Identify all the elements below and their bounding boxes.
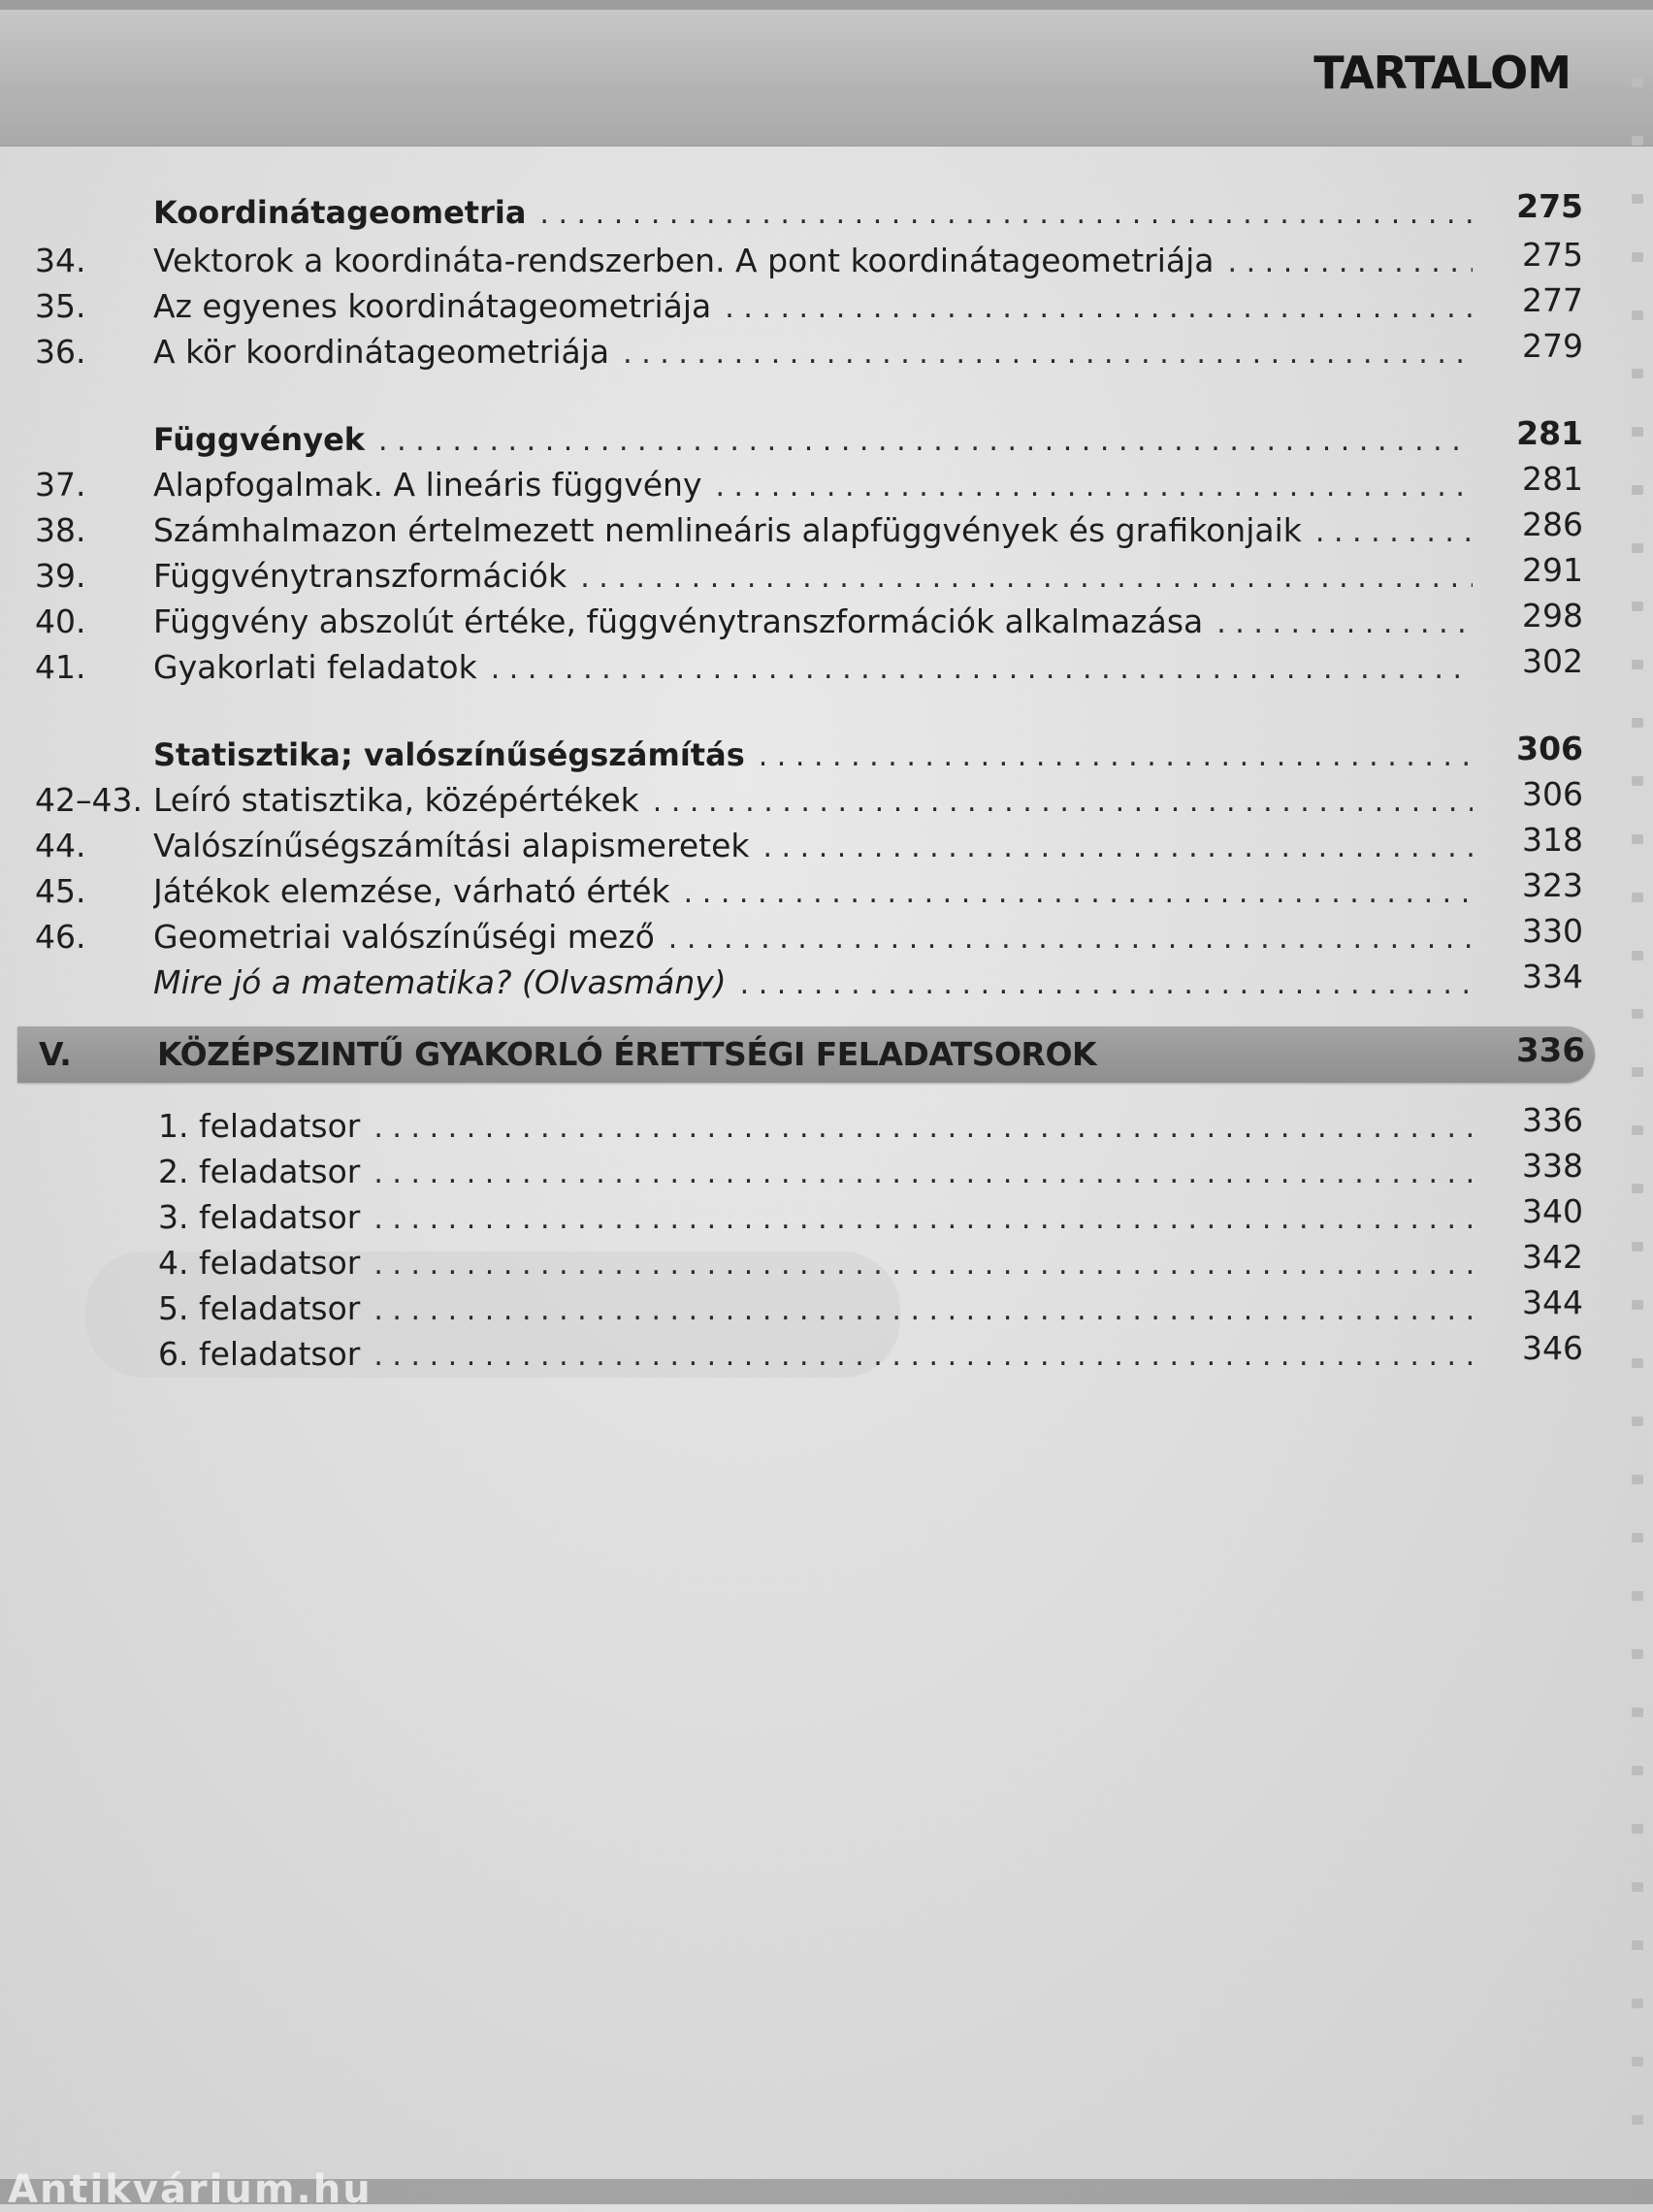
leader-dots: [1216, 602, 1473, 644]
toc-page-number: 318: [1522, 821, 1583, 859]
toc-entry-number: 40.: [35, 602, 86, 640]
toc-entry[interactable]: [0, 327, 1653, 374]
toc-section-title: Statisztika; valószínűségszámítás: [153, 736, 745, 773]
leader-dots: [1228, 241, 1474, 283]
toc-page-number: 275: [1522, 236, 1583, 274]
toc-page-number: 336: [1516, 1031, 1585, 1070]
toc-page-number: 334: [1522, 958, 1583, 995]
toc-entry-number: 45.: [35, 872, 86, 910]
toc-entry-feladatsor[interactable]: [0, 1192, 1653, 1240]
toc-section-statisztika[interactable]: [0, 732, 1653, 777]
toc-section-title: Koordinátageometria: [153, 194, 527, 231]
leader-dots: [725, 286, 1473, 329]
toc-entry-title: 1. feladatsor: [158, 1107, 361, 1145]
toc-entry-title: Geometriai valószínűségi mező: [153, 918, 655, 956]
leader-dots: [653, 780, 1473, 823]
leader-dots: [373, 1152, 1473, 1194]
toc-section-title: Függvények: [153, 421, 366, 458]
toc-entry[interactable]: [0, 775, 1653, 823]
toc-entry-number: 34.: [35, 242, 86, 279]
toc-page-number: 306: [1522, 775, 1583, 813]
toc-entry-title: Játékok elemzése, várható érték: [153, 872, 670, 910]
leader-dots: [715, 465, 1473, 507]
toc-page-number: 302: [1522, 642, 1583, 680]
toc-entry-number: 46.: [35, 918, 86, 956]
part-number: V.: [39, 1035, 72, 1073]
leader-dots: [373, 1106, 1473, 1149]
toc-page-number: 346: [1522, 1329, 1583, 1367]
toc-page-number: 286: [1522, 505, 1583, 543]
toc-page-number: 330: [1522, 912, 1583, 950]
toc-entry-number: 39.: [35, 557, 86, 595]
toc-page-number: 340: [1522, 1192, 1583, 1230]
toc-entry[interactable]: [0, 912, 1653, 960]
toc-entry-title: Számhalmazon értelmezett nemlineáris alapfüggvények és grafikonjaik: [153, 511, 1302, 549]
toc-page-number: 344: [1522, 1284, 1583, 1321]
toc-entry-number: 37.: [35, 466, 86, 504]
leader-dots: [684, 871, 1473, 914]
leader-dots: [623, 332, 1473, 374]
toc-page-number: 342: [1522, 1238, 1583, 1276]
leader-dots: [378, 419, 1473, 462]
leader-dots: [373, 1334, 1473, 1377]
toc-entry-number: 42–43.: [35, 781, 143, 819]
toc-entry[interactable]: [0, 460, 1653, 507]
toc-entry-title: Mire jó a matematika? (Olvasmány): [153, 963, 727, 1001]
toc-entry-title: 5. feladatsor: [158, 1289, 361, 1327]
toc-page-number: 306: [1516, 730, 1583, 767]
watermark-logo: Antikvárium.hu: [8, 2167, 373, 2212]
toc-entry[interactable]: [0, 236, 1653, 283]
toc-entry-number: 44.: [35, 827, 86, 864]
toc-entry[interactable]: [0, 642, 1653, 690]
toc-entry-title: 2. feladatsor: [158, 1153, 361, 1190]
leader-dots: [759, 734, 1473, 777]
leader-dots: [491, 647, 1473, 690]
toc-entry-title: Függvény abszolút értéke, függvénytranszformációk alkalmazása: [153, 602, 1204, 640]
leader-dots: [1315, 510, 1473, 553]
toc-entry[interactable]: [0, 281, 1653, 329]
leader-dots: [762, 826, 1473, 868]
toc-page-number: 279: [1522, 327, 1583, 365]
toc-page-number: 323: [1522, 866, 1583, 904]
leader-dots: [580, 556, 1473, 599]
toc-page-number: 336: [1522, 1101, 1583, 1139]
part-title: KÖZÉPSZINTŰ GYAKORLÓ ÉRETTSÉGI FELADATSOROK: [157, 1035, 1097, 1073]
toc-entry-title: Az egyenes koordinátageometriája: [153, 287, 712, 325]
toc-page-number: 281: [1522, 460, 1583, 498]
toc-entry-feladatsor[interactable]: [0, 1238, 1653, 1285]
toc-entry-title: 6. feladatsor: [158, 1335, 361, 1373]
toc-page-number: 291: [1522, 551, 1583, 589]
toc-entry-feladatsor[interactable]: [0, 1286, 1653, 1331]
toc-entry-title: Függvénytranszformációk: [153, 557, 567, 595]
toc-entry[interactable]: [0, 821, 1653, 868]
toc-entry[interactable]: [0, 866, 1653, 914]
toc-entry-title: Alapfogalmak. A lineáris függvény: [153, 466, 702, 504]
leader-dots: [373, 1243, 1473, 1285]
leader-dots: [373, 1288, 1473, 1331]
toc-entry-number: 38.: [35, 511, 86, 549]
page-title: TARTALOM: [1313, 47, 1571, 99]
toc-entry-number: 41.: [35, 648, 86, 686]
toc-entry-title: Gyakorlati feladatok: [153, 648, 477, 686]
toc-part-v-bar[interactable]: [17, 1026, 1595, 1083]
toc-page-number: 275: [1516, 187, 1583, 225]
toc-entry-title: 4. feladatsor: [158, 1244, 361, 1282]
toc-entry-title: Vektorok a koordináta-rendszerben. A pont koordinátageometriája: [153, 242, 1215, 279]
toc-entry[interactable]: [0, 597, 1653, 644]
leader-dots: [668, 917, 1473, 960]
toc-entry[interactable]: [0, 505, 1653, 553]
toc-section-fuggvenyek[interactable]: [0, 414, 1653, 462]
toc-page-number: 277: [1522, 281, 1583, 319]
toc-page-number: 338: [1522, 1147, 1583, 1185]
toc-page-number: 298: [1522, 597, 1583, 634]
toc-entry-title: 3. feladatsor: [158, 1198, 361, 1236]
leader-dots: [539, 192, 1473, 235]
toc-entry-title: A kör koordinátageometriája: [153, 333, 610, 371]
toc-section-koordinatageometria[interactable]: [0, 187, 1653, 235]
toc-page-number: 281: [1516, 414, 1583, 452]
toc-entry-feladatsor[interactable]: [0, 1329, 1653, 1377]
toc-entry[interactable]: [0, 551, 1653, 599]
toc-entry-title: Valószínűségszámítási alapismeretek: [153, 827, 750, 864]
toc-entry-feladatsor[interactable]: [0, 1101, 1653, 1149]
toc-entry-title: Leíró statisztika, középértékek: [153, 781, 639, 819]
leader-dots: [373, 1197, 1473, 1240]
leader-dots: [740, 962, 1473, 1005]
toc-entry-feladatsor[interactable]: [0, 1147, 1653, 1194]
toc-entry-number: 36.: [35, 333, 86, 371]
toc-entry-reading[interactable]: [0, 960, 1653, 1005]
toc-entry-number: 35.: [35, 287, 86, 325]
